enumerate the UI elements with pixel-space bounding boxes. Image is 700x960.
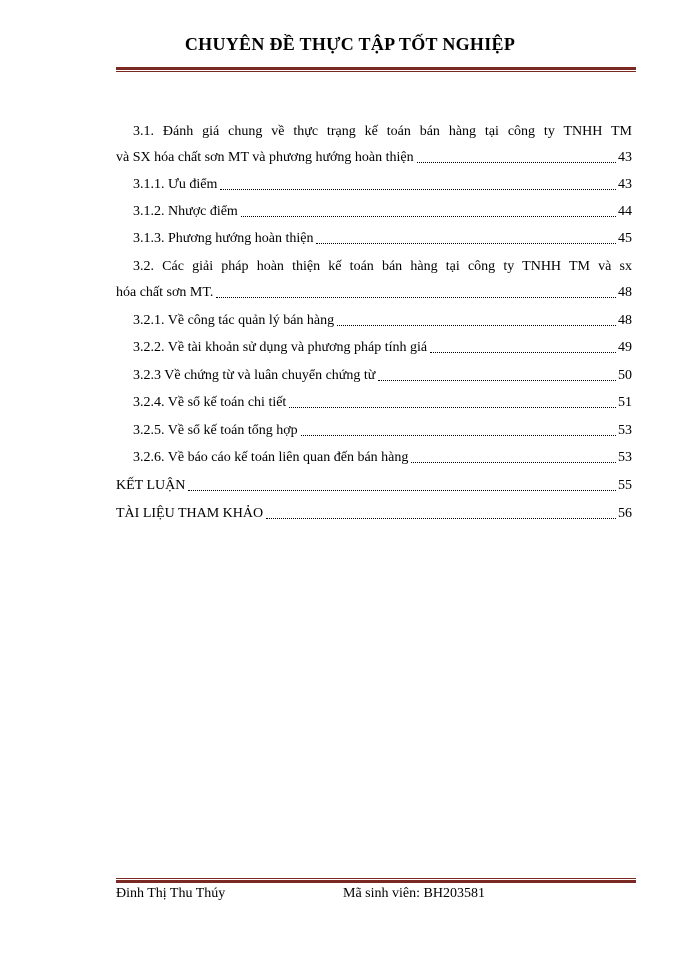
- toc-page-number: 55: [618, 478, 632, 493]
- toc-entry-label: 3.1.1. Ưu điểm: [133, 177, 218, 192]
- dot-leader: [411, 462, 616, 463]
- toc-page-number: 44: [618, 204, 632, 219]
- toc-entry-3-2-3[interactable]: [133, 368, 632, 384]
- footer-student-id: Mã sinh viên: BH203581: [343, 886, 485, 901]
- header-rule-thin: [116, 71, 636, 72]
- toc-page-number: 50: [618, 368, 632, 383]
- toc-page-number: 45: [618, 231, 632, 246]
- dot-leader: [430, 352, 616, 353]
- toc-entry-3-2-5[interactable]: [133, 423, 632, 439]
- dot-leader: [316, 243, 616, 244]
- toc-entry-3-2-line1[interactable]: [133, 259, 632, 275]
- toc-entry-3-1-2[interactable]: [133, 204, 632, 220]
- toc-entry-conclusion[interactable]: [116, 478, 632, 494]
- toc-entry-label: 3.2.6. Về báo cáo kế toán liên quan đến bán hàng: [133, 450, 409, 465]
- toc-entry-label: 3.2.4. Về sổ kế toán chi tiết: [133, 395, 287, 410]
- footer-rule-thin: [116, 878, 636, 879]
- toc-entry-label: 3.2.5. Về sổ kế toán tổng hợp: [133, 423, 298, 438]
- toc-page-number: 43: [618, 177, 632, 192]
- toc-page-number: 43: [618, 150, 632, 165]
- toc-entry-label: và SX hóa chất sơn MT và phương hướng hoàn thiện: [116, 150, 414, 165]
- toc-page-number: 56: [618, 506, 632, 521]
- toc-entry-label: 3.1. Đánh giá chung về thực trạng kế toán bán hàng tại công ty TNHH TM: [133, 124, 632, 139]
- toc-page-number: 48: [618, 285, 632, 300]
- footer-author: Đinh Thị Thu Thúy: [116, 886, 226, 901]
- toc-entry-label: 3.1.2. Nhược điểm: [133, 204, 238, 219]
- toc-entry-label: 3.2. Các giải pháp hoàn thiện kế toán bán hàng tại công ty TNHH TM và sx: [133, 259, 632, 274]
- toc-page-number: 51: [618, 395, 632, 410]
- dot-leader: [289, 407, 616, 408]
- page-header-title: CHUYÊN ĐỀ THỰC TẬP TỐT NGHIỆP: [184, 34, 516, 54]
- dot-leader: [266, 518, 616, 519]
- dot-leader: [378, 380, 616, 381]
- dot-leader: [337, 325, 616, 326]
- dot-leader: [417, 162, 616, 163]
- toc-entry-3-2-6[interactable]: [133, 450, 632, 466]
- toc-entry-label: KẾT LUẬN: [116, 478, 186, 493]
- toc-entry-label: 3.2.1. Về công tác quản lý bán hàng: [133, 313, 335, 328]
- toc-entry-3-2-1[interactable]: [133, 313, 632, 329]
- toc-entry-3-1-1[interactable]: [133, 177, 632, 193]
- dot-leader: [188, 490, 616, 491]
- footer-rule-thick: [116, 880, 636, 883]
- toc-entry-label: hóa chất sơn MT.: [116, 285, 214, 300]
- dot-leader: [216, 297, 616, 298]
- toc-entry-3-1-line2[interactable]: [116, 150, 632, 166]
- toc-page-number: 53: [618, 423, 632, 438]
- toc-entry-label: 3.2.3 Về chứng từ và luân chuyển chứng từ: [133, 368, 376, 383]
- toc-entry-references[interactable]: [116, 506, 632, 522]
- toc-page-number: 48: [618, 313, 632, 328]
- toc-entry-3-2-4[interactable]: [133, 395, 632, 411]
- toc-entry-label: TÀI LIỆU THAM KHẢO: [116, 506, 264, 521]
- toc-entry-3-1-line1[interactable]: [133, 124, 632, 140]
- toc-page-number: 49: [618, 340, 632, 355]
- dot-leader: [220, 189, 616, 190]
- toc-page-number: 53: [618, 450, 632, 465]
- footer-rule: [116, 878, 636, 883]
- header-rule-thick: [116, 67, 636, 70]
- toc-entry-3-1-3[interactable]: [133, 231, 632, 247]
- toc-entry-label: 3.2.2. Về tài khoản sử dụng và phương pháp tính giá: [133, 340, 428, 355]
- toc-entry-label: 3.1.3. Phương hướng hoàn thiện: [133, 231, 314, 246]
- dot-leader: [241, 216, 616, 217]
- toc-entry-3-2-2[interactable]: [133, 340, 632, 356]
- dot-leader: [301, 435, 616, 436]
- header-rule: [116, 67, 636, 72]
- toc-entry-3-2-line2[interactable]: [116, 285, 632, 301]
